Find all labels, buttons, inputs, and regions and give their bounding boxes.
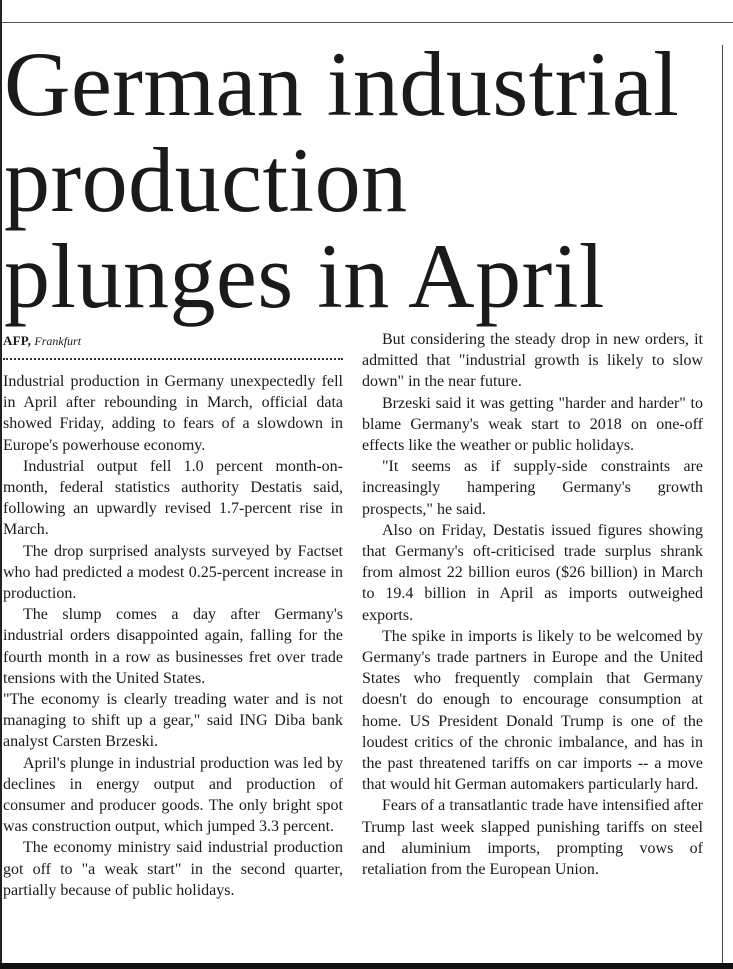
paragraph: The slump comes a day after Germany's industrial orders disappointed again, falling for the fourth month in a row as businesses fret over trade tensions with the United States. (3, 606, 343, 687)
paragraph: "The economy is clearly treading water and is not managing to shift up a gear," said ING Diba bank analyst Carsten Brzeski. (3, 691, 343, 751)
byline-agency: AFP, (3, 333, 32, 348)
paragraph: April's plunge in industrial production was led by declines in energy output and production of consumer and producer goods. The only bright spot was construction output, which jumped 3.3 percent. (3, 754, 343, 836)
paragraph: "It seems as if supply-side constraints are increasingly hampering Germany's growth prospects," he said. (362, 458, 703, 518)
byline (3, 332, 81, 350)
paragraph: Industrial production in Germany unexpectedly fell in April after rebounding in March, official data showed Friday, adding to fears of a slowdown in Europe's powerhouse economy. (3, 373, 343, 454)
paragraph: Brzeski said it was getting "harder and harder" to blame Germany's weak start to 2018 on one-off effects like the weather or public holidays. (362, 394, 703, 455)
page-left-border (0, 0, 2, 969)
paragraph: The drop surprised analysts surveyed by Factset who had predicted a modest 0.25-percent increase in production. (3, 542, 343, 603)
paragraph: The spike in imports is likely to be welcomed by Germany's trade partners in Europe and the United States who frequently complain that Germany doesn't do enough to encourage consumption at home. US President Donald Trump is one of the loudest critics of the chronic imbalance, and has in the past threatened tariffs on car imports -- a move that would hit German automakers particularly hard. (362, 627, 703, 794)
article-column-left (3, 371, 343, 901)
article-column-right (362, 329, 703, 880)
top-divider (2, 22, 733, 23)
headline: German industrial production plunges in April (4, 33, 680, 327)
byline-dotted-rule (3, 358, 343, 360)
paragraph: Fears of a transatlantic trade have intensified after Trump last week slapped punishing tariffs on steel and aluminium imports, prompting vows of retaliation from the European Union. (362, 797, 703, 879)
column-right-border (722, 45, 723, 969)
paragraph: But considering the steady drop in new orders, it admitted that "industrial growth is likely to slow down" in the near future. (362, 331, 703, 391)
paragraph: The economy ministry said industrial production got off to "a weak start" in the second quarter, partially because of public holidays. (3, 839, 343, 899)
byline-location: Frankfurt (34, 334, 82, 348)
paragraph: Also on Friday, Destatis issued figures showing that Germany's oft-criticised trade surplus shrank from almost 22 billion euros ($26 billion) in March to 19.4 billion in April as imports outweighed exports. (362, 521, 703, 624)
paragraph: Industrial output fell 1.0 percent month-on-month, federal statistics authority Destatis said, following an upwardly revised 1.7-percent rise in March. (3, 457, 343, 539)
page-bottom-border (0, 963, 733, 969)
